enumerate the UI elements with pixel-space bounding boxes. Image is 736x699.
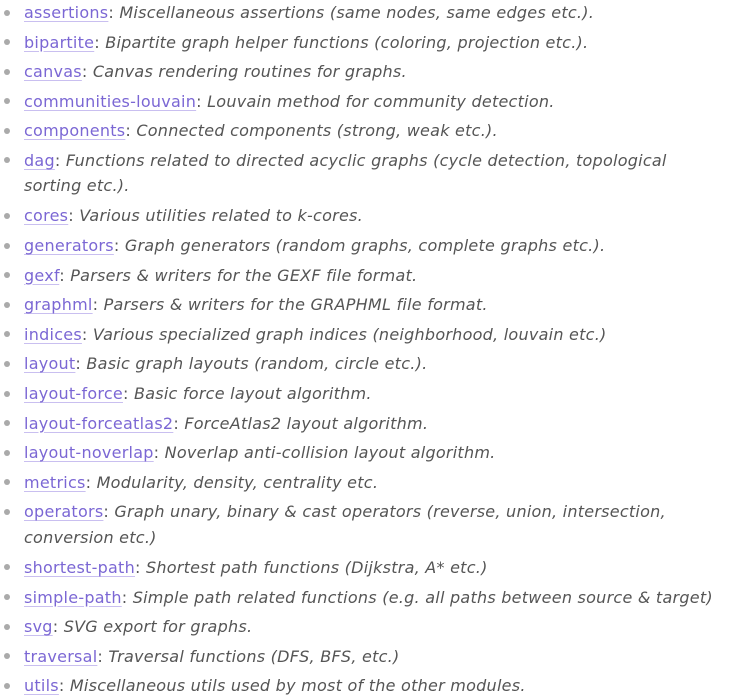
list-item xyxy=(24,203,724,229)
separator: : xyxy=(121,587,133,607)
module-link-assertions[interactable]: assertions xyxy=(24,3,109,22)
module-link-metrics[interactable]: metrics xyxy=(24,472,86,492)
list-item xyxy=(24,381,724,407)
module-description: Basic force layout algorithm. xyxy=(133,384,372,404)
separator: : xyxy=(173,413,185,433)
module-description: Miscellaneous assertions (same nodes, same edges etc.). xyxy=(119,3,595,22)
list-item xyxy=(24,614,724,640)
separator: : xyxy=(103,502,115,522)
module-link-cores[interactable]: cores xyxy=(24,206,69,226)
separator: : xyxy=(58,676,70,696)
separator: : xyxy=(97,646,109,666)
list-item xyxy=(24,148,724,199)
module-description: ForceAtlas2 layout algorithm. xyxy=(184,413,429,433)
module-link-simple-path[interactable]: simple-path xyxy=(24,587,122,607)
separator: : xyxy=(108,3,120,22)
module-description: Miscellaneous utils used by most of the other modules. xyxy=(69,676,526,696)
list-item xyxy=(24,30,724,56)
module-description: Noverlap anti-collision layout algorithm. xyxy=(164,443,496,463)
separator: : xyxy=(113,236,125,256)
module-description: Graph unary, binary & cast operators (reverse, union, intersection, conversion etc.) xyxy=(24,502,666,547)
module-link-utils[interactable]: utils xyxy=(24,676,59,696)
module-description: Louvain method for community detection. xyxy=(207,91,555,111)
list-item xyxy=(24,89,724,115)
module-link-layout[interactable]: layout xyxy=(24,354,76,374)
separator: : xyxy=(81,62,93,82)
list-item xyxy=(24,470,724,496)
module-link-bipartite[interactable]: bipartite xyxy=(24,32,95,52)
module-description: Traversal functions (DFS, BFS, etc.) xyxy=(108,646,400,666)
list-item xyxy=(24,292,724,318)
module-description: Canvas rendering routines for graphs. xyxy=(92,62,407,82)
list-item xyxy=(24,233,724,259)
separator: : xyxy=(68,206,80,226)
separator: : xyxy=(54,150,66,170)
separator: : xyxy=(59,265,71,285)
module-link-layout-forceatlas2[interactable]: layout-forceatlas2 xyxy=(24,413,174,433)
separator: : xyxy=(75,354,87,374)
module-link-dag[interactable]: dag xyxy=(24,150,55,170)
list-item xyxy=(24,555,724,581)
module-description: Various utilities related to k-cores. xyxy=(79,206,363,226)
module-description: Shortest path functions (Dijkstra, A* etc.) xyxy=(145,557,488,577)
module-link-layout-force[interactable]: layout-force xyxy=(24,384,123,404)
module-description: Basic graph layouts (random, circle etc.). xyxy=(86,354,428,374)
module-link-layout-noverlap[interactable]: layout-noverlap xyxy=(24,443,154,463)
module-description: Modularity, density, centrality etc. xyxy=(96,472,379,492)
list-item xyxy=(24,644,724,670)
module-link-components[interactable]: components xyxy=(24,121,126,141)
module-link-canvas[interactable]: canvas xyxy=(24,62,82,82)
module-link-generators[interactable]: generators xyxy=(24,236,114,256)
list-item xyxy=(24,263,724,289)
module-description: Graph generators (random graphs, complete graphs etc.). xyxy=(124,236,606,256)
separator: : xyxy=(153,443,165,463)
module-link-traversal[interactable]: traversal xyxy=(24,646,98,666)
list-item xyxy=(24,351,724,377)
module-link-gexf[interactable]: gexf xyxy=(24,265,60,285)
module-link-operators[interactable]: operators xyxy=(24,502,104,522)
list-item xyxy=(24,585,724,611)
separator: : xyxy=(196,91,208,111)
module-description: Various specialized graph indices (neighborhood, louvain etc.) xyxy=(92,324,607,344)
separator: : xyxy=(52,617,64,637)
module-description: Simple path related functions (e.g. all paths between source & target) xyxy=(132,587,713,607)
separator: : xyxy=(85,472,97,492)
module-link-graphml[interactable]: graphml xyxy=(24,295,93,315)
module-description: Parsers & writers for the GRAPHML file format. xyxy=(103,295,488,315)
module-description: SVG export for graphs. xyxy=(63,617,253,637)
module-link-communities-louvain[interactable]: communities-louvain xyxy=(24,91,197,111)
list-item xyxy=(24,59,724,85)
list-item xyxy=(24,673,724,699)
module-link-svg[interactable]: svg xyxy=(24,617,53,637)
separator: : xyxy=(92,295,104,315)
module-description: Parsers & writers for the GEXF file format. xyxy=(70,265,418,285)
module-description: Functions related to directed acyclic graphs (cycle detection, topological sorting etc.). xyxy=(24,150,667,196)
list-item xyxy=(24,118,724,144)
list-item xyxy=(24,0,724,26)
list-item xyxy=(24,411,724,437)
module-description: Connected components (strong, weak etc.). xyxy=(136,121,498,141)
module-description: Bipartite graph helper functions (coloring, projection etc.). xyxy=(105,32,589,52)
separator: : xyxy=(81,324,93,344)
list-item xyxy=(24,440,724,466)
module-link-shortest-path[interactable]: shortest-path xyxy=(24,557,135,577)
separator: : xyxy=(122,384,134,404)
separator: : xyxy=(125,121,137,141)
list-item xyxy=(24,322,724,348)
module-link-indices[interactable]: indices xyxy=(24,324,82,344)
separator: : xyxy=(134,557,146,577)
separator: : xyxy=(94,32,106,52)
list-item xyxy=(24,499,724,550)
